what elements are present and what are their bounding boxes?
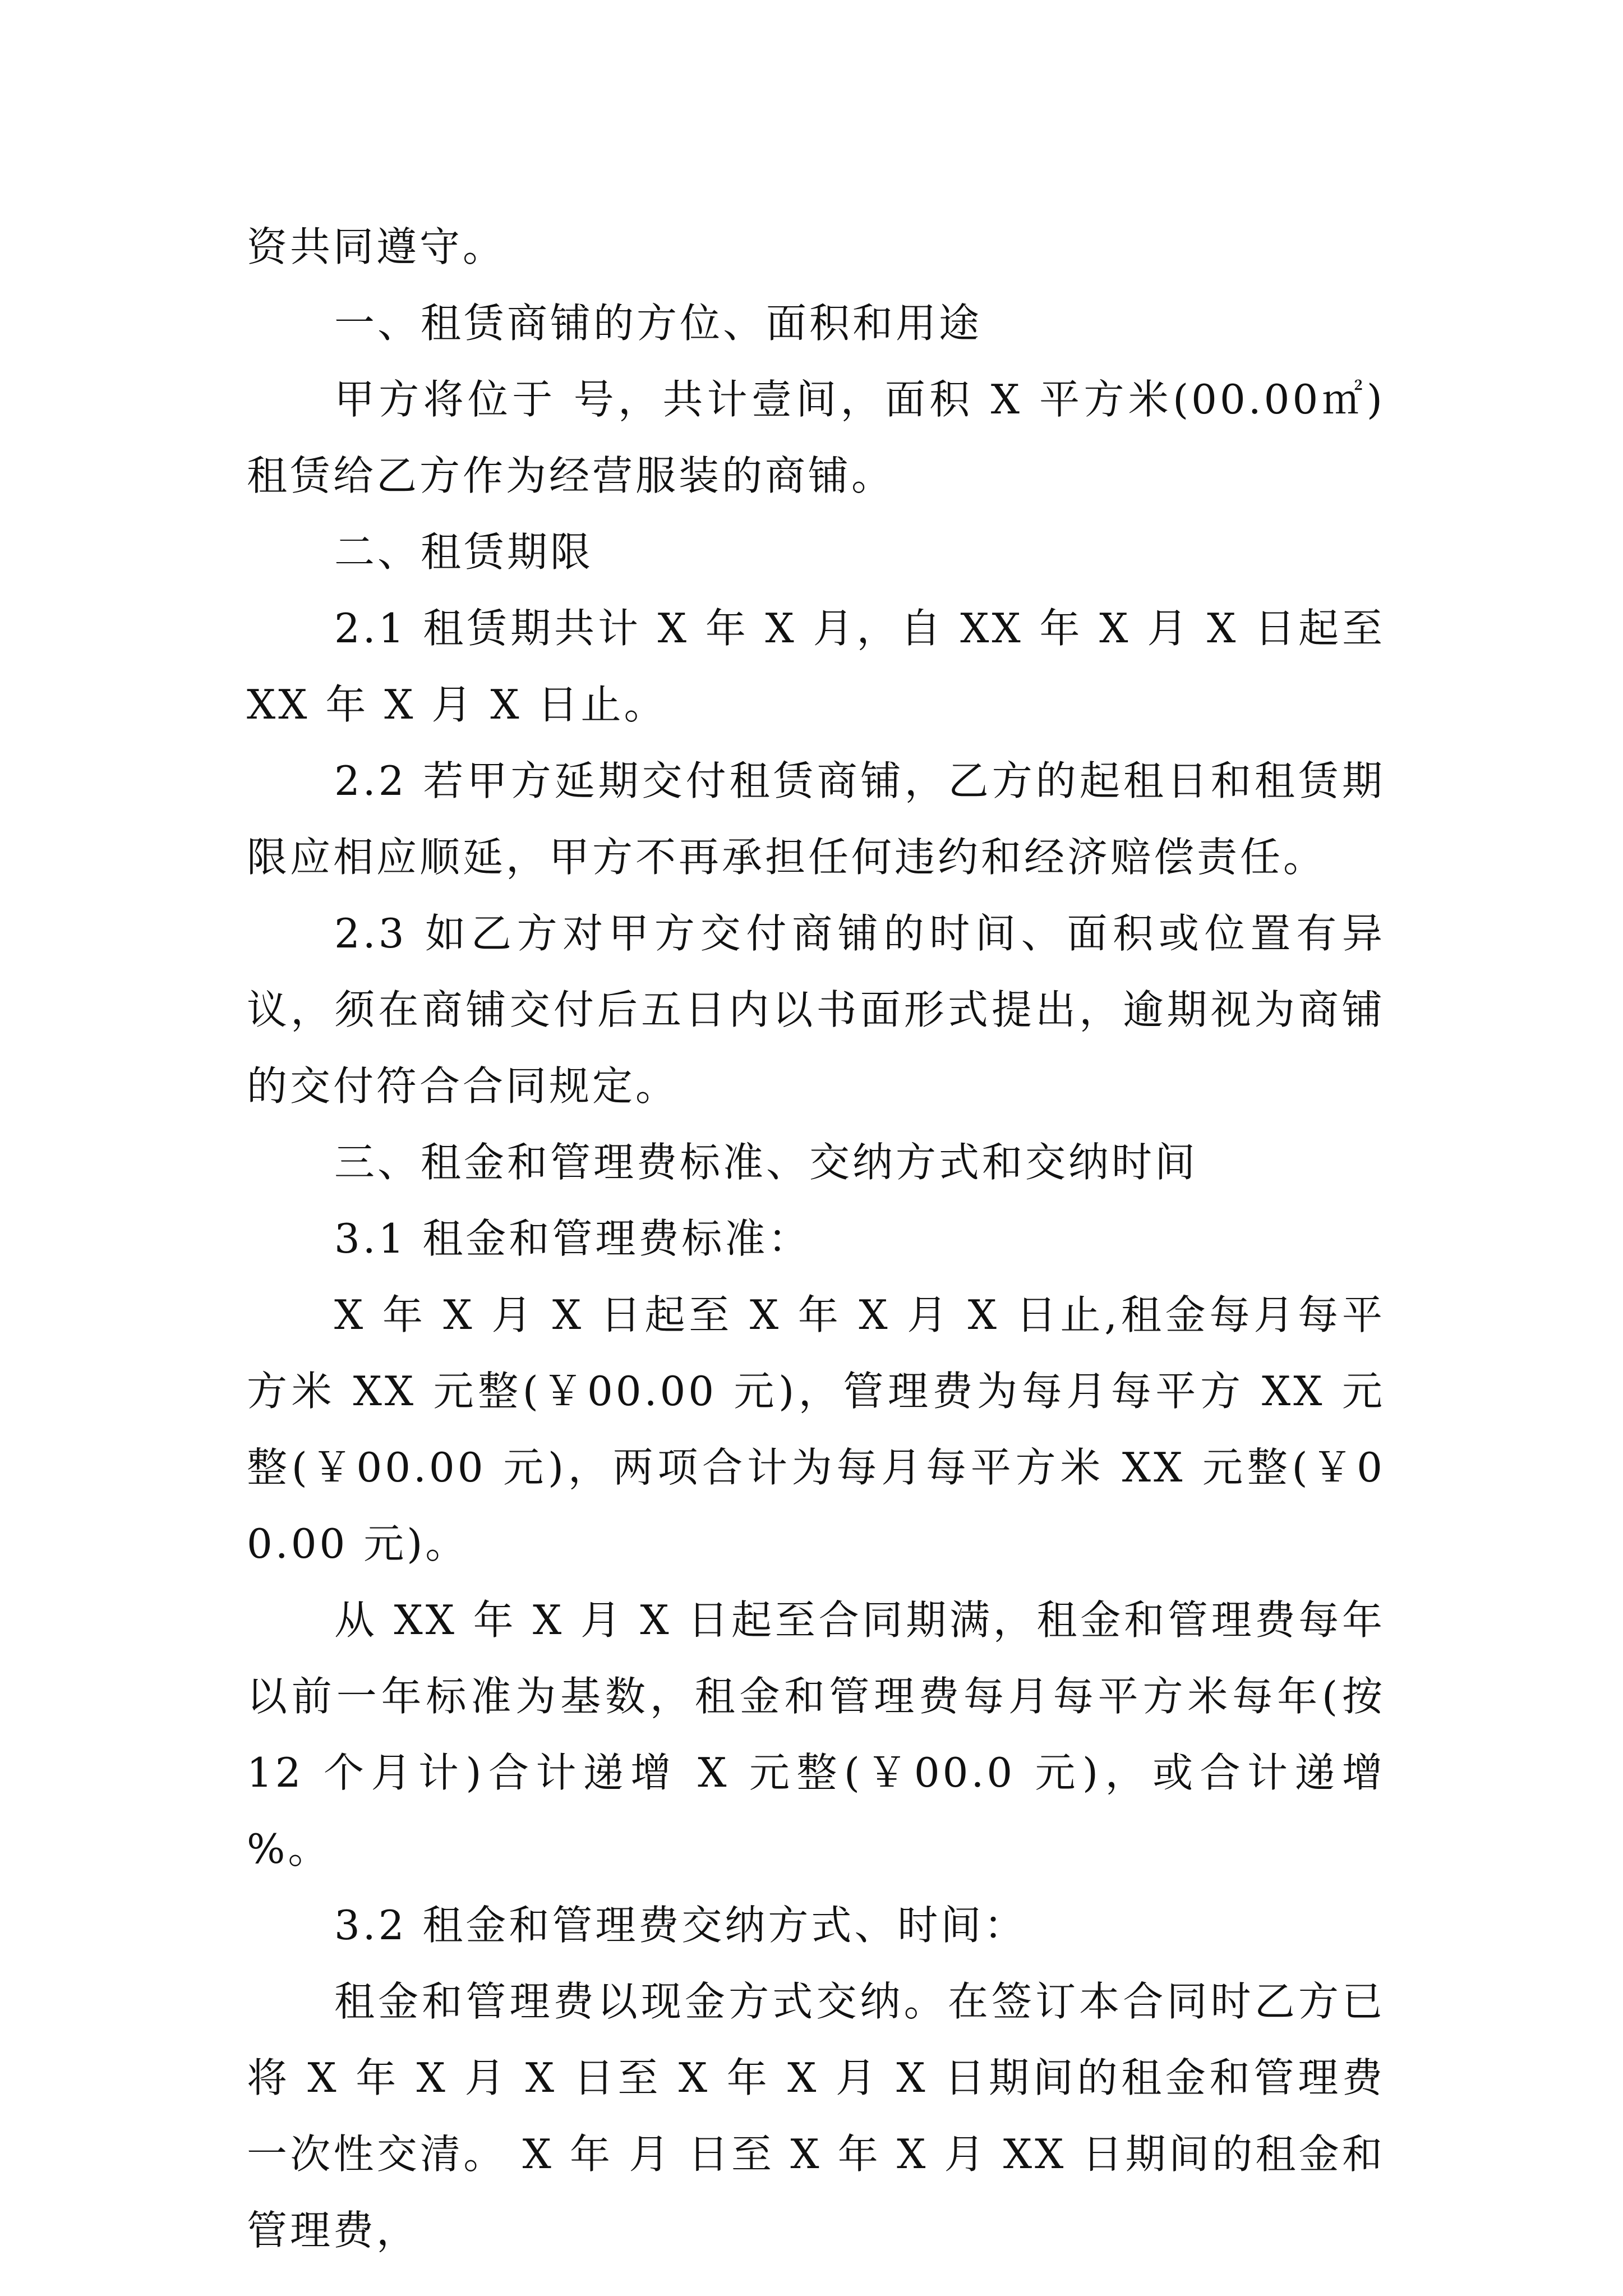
- paragraph: X 年 X 月 X 日起至 X 年 X 月 X 日止,租金每月每平方米 XX 元整(￥00.00 元)，管理费为每月每平方 XX 元整(￥00.00 元)，两项合计为每月每平方米 XX 元整(￥00.00 元)。: [247, 1291, 1385, 1567]
- document-body: [247, 209, 1385, 2269]
- paragraph: 3.1 租金和管理费标准：: [334, 1215, 811, 1262]
- paragraph: 甲方将位于 号，共计壹间，面积 X 平方米(00.00㎡)租赁给乙方作为经营服装的商铺。: [247, 376, 1385, 499]
- paragraph: 3.2 租金和管理费交纳方式、时间：: [334, 1902, 1027, 1949]
- paragraph: 资共同遵守。: [247, 223, 506, 270]
- paragraph: 二、租赁期限: [334, 528, 594, 576]
- paragraph: 2.3 如乙方对甲方交付商铺的时间、面积或位置有异议，须在商铺交付后五日内以书面形式提出，逾期视为商铺的交付符合合同规定。: [247, 910, 1385, 1110]
- paragraph: 三、租金和管理费标准、交纳方式和交纳时间: [334, 1139, 1198, 1186]
- paragraph: 2.2 若甲方延期交付租赁商铺，乙方的起租日和租赁期限应相应顺延，甲方不再承担任何违约和经济赔偿责任。: [247, 757, 1385, 881]
- paragraph: 一、租赁商铺的方位、面积和用途: [334, 300, 983, 347]
- paragraph: 租金和管理费以现金方式交纳。在签订本合同时乙方已将 X 年 X 月 X 日至 X 年 X 月 X 日期间的租金和管理费一次性交清。 X 年 月 日至 X 年 X 月 XX 日期间的租金和管理费，: [247, 1978, 1385, 2254]
- paragraph: 从 XX 年 X 月 X 日起至合同期满，租金和管理费每年以前一年标准为基数，租金和管理费每月每平方米每年(按 12 个月计)合计递增 X 元整(￥00.0 元)，或合计递增 %。: [247, 1596, 1385, 1872]
- paragraph: 2.1 租赁期共计 X 年 X 月，自 XX 年 X 月 X 日起至 XX 年 X 月 X 日止。: [247, 605, 1385, 728]
